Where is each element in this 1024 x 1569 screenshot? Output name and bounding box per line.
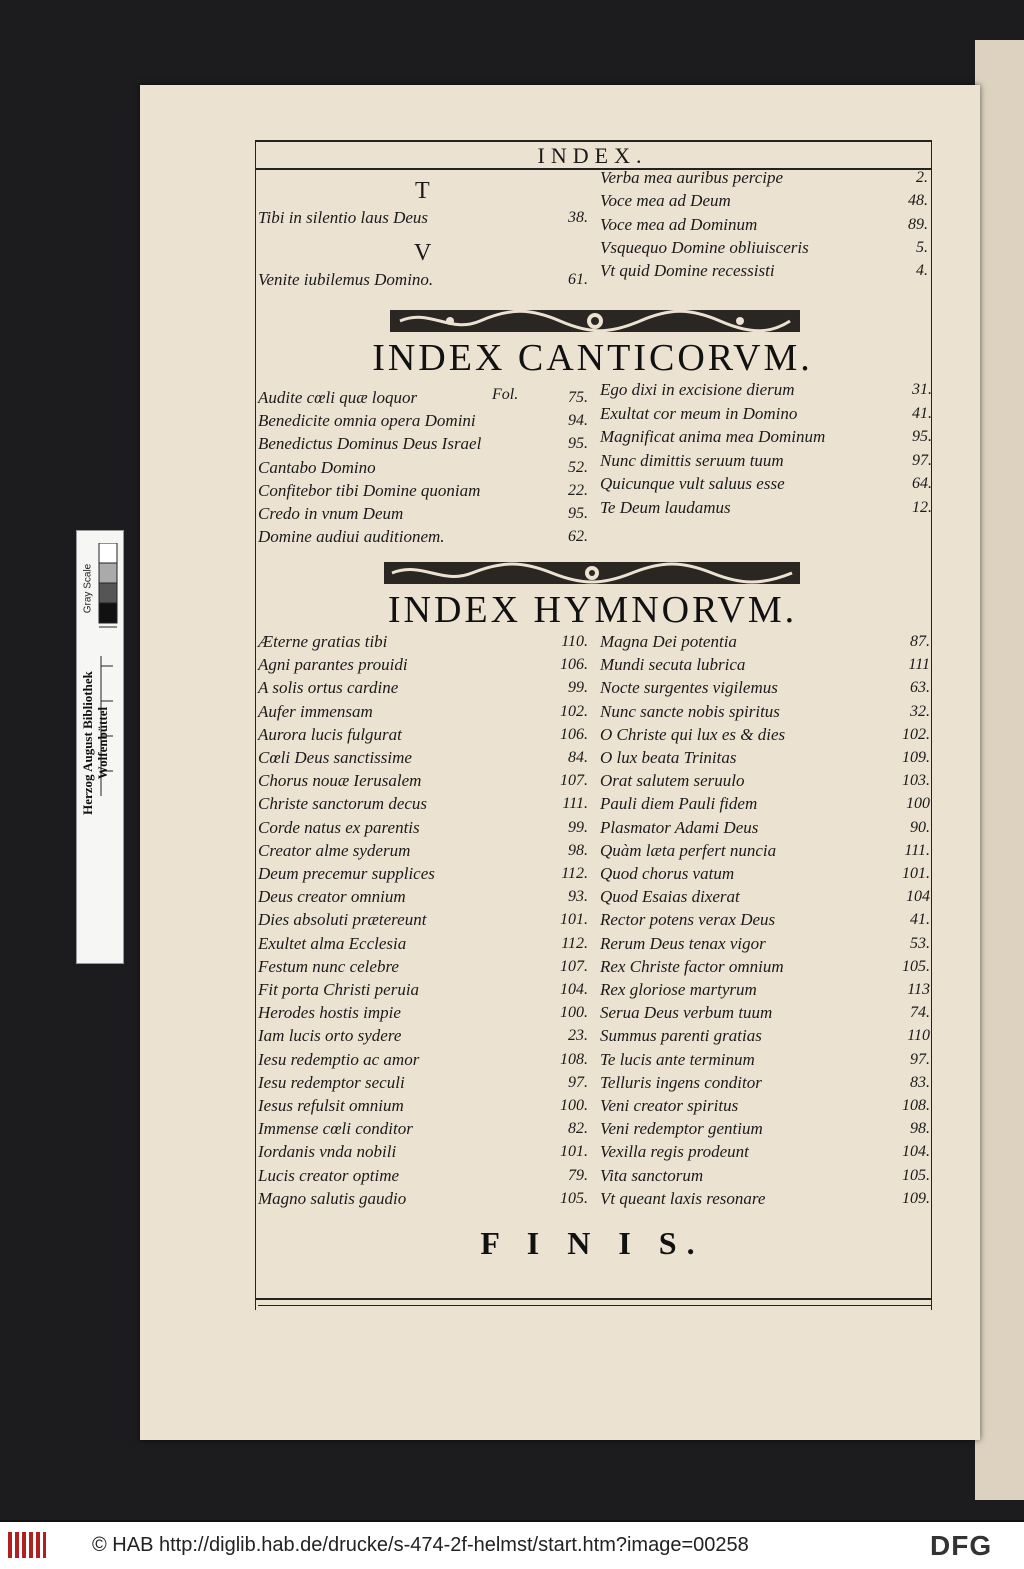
index-entry: Orat salutem seruulo (600, 771, 745, 791)
page-number: 31. (912, 381, 932, 398)
index-entry: Exultet alma Ecclesia (258, 933, 407, 953)
page-number: 23. (568, 1027, 588, 1045)
index-entry: Quod Esaias dixerat (600, 887, 740, 907)
frame-bottom-rule-2 (258, 1305, 932, 1306)
page-number: 102. (560, 702, 588, 720)
page-number: 100. (560, 1097, 588, 1114)
index-entry: Magna Dei potentia (600, 632, 737, 651)
page-number: 111. (904, 841, 930, 859)
page-number: 99. (568, 818, 588, 836)
ornament-band-2 (384, 558, 800, 586)
index-entry: Exultat cor meum in Domino (600, 403, 798, 423)
index-entry: Tibi in silentio laus Deus (258, 208, 429, 227)
page-number: 90. (910, 818, 930, 836)
footer-bar (0, 1522, 1024, 1569)
index-entry: Fit porta Christi peruia (258, 980, 420, 999)
page-number: 100 (906, 795, 930, 813)
page-number: 110 (907, 1027, 930, 1045)
index-entry: Magnificat anima mea Dominum (600, 427, 826, 446)
library-name-line-2: Wolfenbüttel (95, 706, 110, 780)
letter-t-heading: T (415, 178, 430, 204)
page-number: 107. (560, 772, 588, 790)
page-number: 53. (910, 934, 930, 952)
page-number: 112. (561, 865, 588, 882)
page-number: 109. (902, 749, 930, 766)
index-entry: Aufer immensam (258, 701, 373, 721)
page-number: 106. (560, 725, 588, 743)
index-entry: Iam lucis orto sydere (258, 1026, 402, 1046)
page-header: INDEX. (537, 143, 648, 168)
index-entry: Herodes hostis impie (258, 1003, 401, 1023)
facing-page-edge (975, 40, 1024, 1500)
page-number: 111. (562, 795, 588, 813)
index-entry: Cœli Deus sanctissime (258, 748, 412, 767)
index-entry: Rector potens verax Deus (600, 910, 776, 930)
index-entry: Iesu redemptio ac amor (258, 1049, 420, 1069)
page-number: 110. (561, 633, 588, 650)
footer-copyright: © HAB http://diglib.hab.de/drucke/s-474-2f-helmst/start.htm?image=00258 (92, 1534, 749, 1556)
page-number: 63. (910, 679, 930, 697)
index-entry: Nunc dimittis seruum tuum (600, 450, 784, 470)
index-entry: Æterne gratias tibi (258, 632, 388, 651)
page-number: 107. (560, 957, 588, 975)
page-number: 98. (910, 1120, 930, 1138)
index-entry: Deus creator omnium (258, 887, 406, 907)
page-number: 4. (916, 262, 928, 280)
page-number: 2. (916, 169, 928, 186)
page-number: 94. (568, 412, 588, 430)
finis-text: F I N I S. (480, 1225, 705, 1261)
page-number: 95. (568, 435, 588, 453)
index-entry: Corde natus ex parentis (258, 817, 420, 837)
page-number: 48. (908, 192, 928, 210)
index-entry: Vt quid Domine recessisti (600, 261, 775, 281)
index-entry: Mundi secuta lubrica (600, 655, 746, 675)
index-entry: Vsquequo Domine obliuisceris (600, 237, 809, 257)
page-number: 83. (910, 1073, 930, 1091)
page-number: 97. (910, 1050, 930, 1068)
letter-v-heading: V (414, 240, 432, 266)
index-entry: Lucis creator optime (258, 1165, 400, 1185)
index-entry: Iesu redemptor seculi (258, 1072, 405, 1092)
page-number: 74. (910, 1004, 930, 1022)
index-entry: O lux beata Trinitas (600, 748, 737, 767)
index-entry: O Christe qui lux es & dies (600, 724, 786, 744)
hab-logo-icon (6, 1530, 48, 1560)
page-number: 101. (560, 1143, 588, 1161)
index-entry: A solis ortus cardine (258, 678, 399, 698)
page-number: 41. (910, 911, 930, 929)
page-number: 113 (907, 981, 930, 998)
index-entry: Te lucis ante terminum (600, 1049, 755, 1069)
page-number: 101. (560, 911, 588, 929)
frame-bottom-rule-1 (255, 1298, 932, 1300)
page-number: 97. (568, 1073, 588, 1091)
index-entry: Serua Deus verbum tuum (600, 1003, 773, 1023)
index-entry: Venite iubilemus Domino. (258, 270, 434, 289)
frame-top-rule (255, 140, 932, 142)
index-entry: Summus parenti gratias (600, 1026, 762, 1046)
hymnorum-title: INDEX HYMNORVM. (387, 589, 798, 631)
index-entry: Rex Christe factor omnium (600, 956, 784, 976)
library-name-line-1: Herzog August Bibliothek (80, 671, 95, 815)
index-entry: Quàm læta perfert nuncia (600, 840, 777, 860)
page-number: 62. (568, 528, 588, 546)
index-entry: Veni redemptor gentium (600, 1119, 763, 1139)
library-name (80, 633, 110, 853)
index-entry: Credo in vnum Deum (258, 504, 404, 523)
index-entry: Rerum Deus tenax vigor (600, 933, 766, 953)
page-number: 100. (560, 1004, 588, 1022)
index-entry: Telluris ingens conditor (600, 1072, 762, 1092)
index-entry: Rex gloriose martyrum (600, 980, 757, 999)
index-entry: Iesus refulsit omnium (258, 1096, 404, 1115)
canticorum-title: INDEX CANTICORVM. (372, 337, 813, 379)
page-number: 97. (912, 451, 932, 469)
page-number: 64. (912, 475, 932, 492)
folio-label: Fol. (492, 386, 519, 403)
index-entry: Christe sanctorum decus (258, 794, 428, 814)
page-number: 106. (560, 656, 588, 674)
index-entry: Nunc sancte nobis spiritus (600, 701, 780, 721)
index-entry: Plasmator Adami Deus (600, 817, 759, 837)
index-entry: Te Deum laudamus (600, 497, 731, 517)
index-entry: Voce mea ad Deum (600, 191, 731, 211)
dfg-logo: DFG (930, 1530, 993, 1561)
gray-scale-label: Gray Scale (82, 563, 94, 614)
page-number: 32. (910, 702, 930, 720)
page-number: 104 (906, 888, 930, 906)
page-number: 103. (902, 772, 930, 790)
page-number: 93. (568, 888, 588, 906)
page-number: 41. (912, 404, 932, 422)
index-entry: Quod chorus vatum (600, 864, 735, 883)
index-entry: Vt queant laxis resonare (600, 1188, 766, 1208)
page-number: 5. (916, 238, 928, 256)
index-entry: Pauli diem Pauli fidem (600, 794, 758, 814)
index-entry: Aurora lucis fulgurat (258, 724, 402, 744)
index-entry: Veni creator spiritus (600, 1096, 739, 1115)
page-number: 82. (568, 1120, 588, 1138)
page-number: 101. (902, 865, 930, 882)
index-entry: Quicunque vult saluus esse (600, 474, 785, 493)
index-entry: Vexilla regis prodeunt (600, 1142, 749, 1162)
index-entry: Voce mea ad Dominum (600, 214, 758, 234)
index-entry: Immense cœli conditor (258, 1119, 413, 1139)
page-number: 38. (568, 209, 588, 226)
index-entry: Cantabo Domino (258, 457, 376, 477)
page-number: 99. (568, 679, 588, 697)
page-number: 79. (568, 1166, 588, 1184)
index-entry: Dies absoluti prætereunt (258, 910, 427, 930)
index-entry: Audite cœli quæ loquor (258, 388, 418, 407)
index-entry: Ego dixi in excisione dierum (600, 380, 795, 399)
index-entry: Nocte surgentes vigilemus (600, 678, 778, 698)
page-number: 87. (910, 633, 930, 650)
page-number: 95. (568, 505, 588, 522)
index-entry: Domine audiui auditionem. (258, 527, 445, 547)
index-entry: Benedictus Dominus Deus Israel (258, 434, 482, 454)
index-entry: Chorus nouæ Ierusalem (258, 771, 422, 791)
page-number: 95. (912, 428, 932, 445)
index-entry: Benedicite omnia opera Domini (258, 411, 476, 431)
index-entry: Vita sanctorum (600, 1165, 704, 1185)
page-number: 112. (561, 934, 588, 952)
index-entry: Confitebor tibi Domine quoniam (258, 480, 481, 500)
page-number: 104. (902, 1143, 930, 1161)
index-entry: Iordanis vnda nobili (258, 1142, 397, 1162)
page-number: 105. (902, 1166, 930, 1184)
page-number: 108. (902, 1097, 930, 1114)
page-number: 52. (568, 458, 588, 476)
index-entry: Creator alme syderum (258, 840, 411, 860)
page-number: 22. (568, 481, 588, 499)
index-entry: Magno salutis gaudio (258, 1188, 407, 1208)
page-number: 104. (560, 981, 588, 998)
page-number: 105. (560, 1189, 588, 1207)
page-number: 84. (568, 749, 588, 766)
ornament-band-1 (390, 304, 800, 332)
page-number: 75. (568, 389, 588, 406)
page-number: 102. (902, 725, 930, 743)
index-entry: Deum precemur supplices (258, 864, 435, 883)
page-number: 111 (908, 656, 930, 674)
page-number: 105. (902, 957, 930, 975)
page-number: 108. (560, 1050, 588, 1068)
index-entry: Verba mea auribus percipe (600, 168, 784, 187)
library-scale-card (76, 530, 124, 964)
page-number: 98. (568, 841, 588, 859)
page-number: 12. (912, 498, 932, 516)
page-number: 109. (902, 1189, 930, 1207)
index-entry: Agni parantes prouidi (258, 655, 408, 675)
page-number: 89. (908, 215, 928, 233)
index-entry: Festum nunc celebre (258, 956, 399, 976)
page-number: 61. (568, 271, 588, 288)
